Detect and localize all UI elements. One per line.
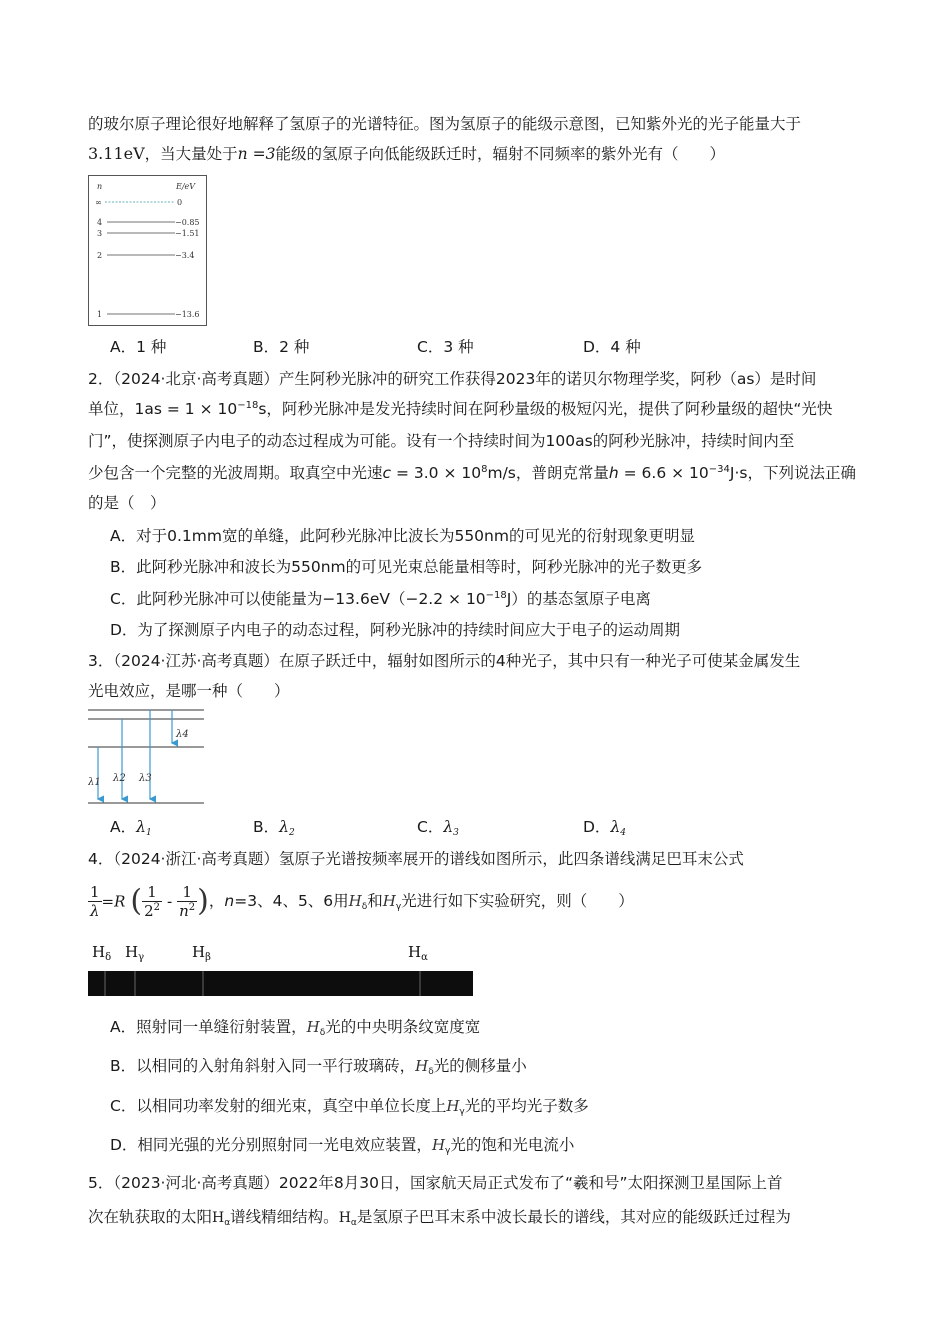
hydrogen-spectrum-figure xyxy=(88,940,476,998)
q2-option-c[interactable]: C．此阿秒光脉冲可以使能量为$-13.6eV(-2.2 \times 10^{-18}J)$的基态氢原子电离 xyxy=(110,590,651,608)
diagram-e-label: E/eV xyxy=(176,182,196,191)
q3-text-line-2: 光电效应，是哪一种（ ） xyxy=(88,682,290,700)
q4-text-line-2: $\frac{1}{\lambda}$ =R ( $\frac{1}{2^2}$ - $\frac{1}{n^2}$ )，n=3、4、5、6用$H_\delta$和$H_\gamma$光进行如下实验研究，则（ ） xyxy=(90,883,634,920)
label-lambda-1: λ1 xyxy=(88,777,101,788)
q2-text-line-2: 单位，$1as = 1 \times 10^{-18}s$，阿秒光脉冲是发光持续时间在阿秒量级的极短闪光，提供了阿秒量级的超快“光快 xyxy=(88,400,833,418)
diagram-n-label: n xyxy=(97,182,103,191)
q4-text-line-1: 4．（2024·浙江·高考真题）氢原子光谱按频率展开的谱线如图所示，此四条谱线满足巴耳末公式 xyxy=(88,850,744,868)
q1-n-equation: n =3 xyxy=(237,145,276,163)
q5-text-line-2: 次在轨获取的太阳$H_\alpha$谱线精细结构。$H_\alpha$是氢原子巴耳末系中波长最长的谱线，其对应的能级跃迁过程为 xyxy=(88,1208,791,1228)
q2-text-line-3: 门”，使探测原子内电子的动态过程成为可能。设有一个持续时间为100as的阿秒光脉冲，持续时间内至 xyxy=(88,432,795,450)
q3-option-c[interactable]: C．$\lambda_3$ xyxy=(417,818,459,838)
level-e-1: −13.6 xyxy=(175,310,200,319)
level-e-4: −0.85 xyxy=(175,218,200,227)
balmer-frac-lhs: $\frac{1}{\lambda}$ xyxy=(90,883,100,920)
q4-option-d[interactable]: D．相同光强的光分别照射同一光电效应装置，$H_\gamma$光的饱和光电流小 xyxy=(110,1136,575,1156)
q2-option-b[interactable]: B．此阿秒光脉冲和波长为550nm的可见光束总能量相等时，阿秒光脉冲的光子数更多 xyxy=(110,558,703,576)
q1-energy-value: 3.11eV xyxy=(88,144,145,163)
q3-text-line-1: 3．（2024·江苏·高考真题）在原子跃迁中，辐射如图所示的4种光子，其中只有一种光子可使某金属发生 xyxy=(88,652,801,670)
label-h-alpha: $H_\alpha$ xyxy=(408,943,428,963)
q4-option-a[interactable]: A．照射同一单缝衍射装置，$H_\delta$光的中央明条纹宽度宽 xyxy=(110,1018,481,1038)
q1-option-b[interactable]: B．2 种 xyxy=(253,338,310,356)
q2-option-a[interactable]: A．对于0.1mm宽的单缝，此阿秒光脉冲比波长为550nm的可见光的衍射现象更明显 xyxy=(110,527,695,545)
level-e-3: −1.51 xyxy=(175,229,200,238)
level-n-3: 3 xyxy=(97,229,103,238)
q3-option-d[interactable]: D．$\lambda_4$ xyxy=(583,818,626,838)
transition-diagram xyxy=(88,707,206,807)
spectrum-band xyxy=(88,971,473,996)
q1-text-line-2: 3.11eV，当大量处于n =3能级的氢原子向低能级跃迁时，辐射不同频率的紫外光有（ ） xyxy=(88,144,725,163)
q2-text-line-5: 的是（ ） xyxy=(88,494,166,512)
label-lambda-2: λ2 xyxy=(113,773,126,784)
q2-option-d[interactable]: D．为了探测原子内电子的动态过程，阿秒光脉冲的持续时间应大于电子的运动周期 xyxy=(110,621,680,639)
level-n-inf: ∞ xyxy=(95,198,102,207)
label-h-gamma: $H_\gamma$ xyxy=(125,943,145,963)
label-lambda-3: λ3 xyxy=(139,773,152,784)
level-e-2: −3.4 xyxy=(175,251,195,260)
level-n-2: 2 xyxy=(97,251,103,260)
label-h-delta: $H_\delta$ xyxy=(92,943,112,963)
q3-option-b[interactable]: B．$\lambda_2$ xyxy=(253,818,295,838)
q1-option-d[interactable]: D．4 种 xyxy=(583,338,641,356)
q3-option-a[interactable]: A．$\lambda_1$ xyxy=(110,818,152,838)
energy-level-diagram xyxy=(88,175,207,326)
q4-option-b[interactable]: B．以相同的入射角斜射入同一平行玻璃砖，$H_\delta$光的侧移量小 xyxy=(110,1057,527,1077)
q1-text-line-1: 的玻尔原子理论很好地解释了氢原子的光谱特征。图为氢原子的能级示意图，已知紫外光的光子能量大于 xyxy=(88,115,802,133)
label-lambda-4: λ4 xyxy=(176,729,189,740)
q2-text-line-4: 少包含一个完整的光波周期。取真空中光速$c = 3.0 \times 10^8m/s$，普朗克常量$h = 6.6 \times 10^{-34}J\cdot s$，下列说法正确 xyxy=(88,464,856,482)
label-h-beta: $H_\beta$ xyxy=(192,943,211,963)
level-n-4: 4 xyxy=(97,218,103,227)
level-e-inf: 0 xyxy=(177,198,183,207)
q5-text-line-1: 5．（2023·河北·高考真题）2022年8月30日，国家航天局正式发布了“羲和号”太阳探测卫星国际上首 xyxy=(88,1174,783,1192)
level-n-1: 1 xyxy=(97,310,103,319)
q1-option-a[interactable]: A．1 种 xyxy=(110,338,167,356)
q4-option-c[interactable]: C．以相同功率发射的细光束，真空中单位长度上$H_\gamma$光的平均光子数多 xyxy=(110,1097,589,1117)
q2-text-line-1: 2．（2024·北京·高考真题）产生阿秒光脉冲的研究工作获得2023年的诺贝尔物理学奖，阿秒（as）是时间 xyxy=(88,370,817,388)
q1-option-c[interactable]: C．3 种 xyxy=(417,338,474,356)
